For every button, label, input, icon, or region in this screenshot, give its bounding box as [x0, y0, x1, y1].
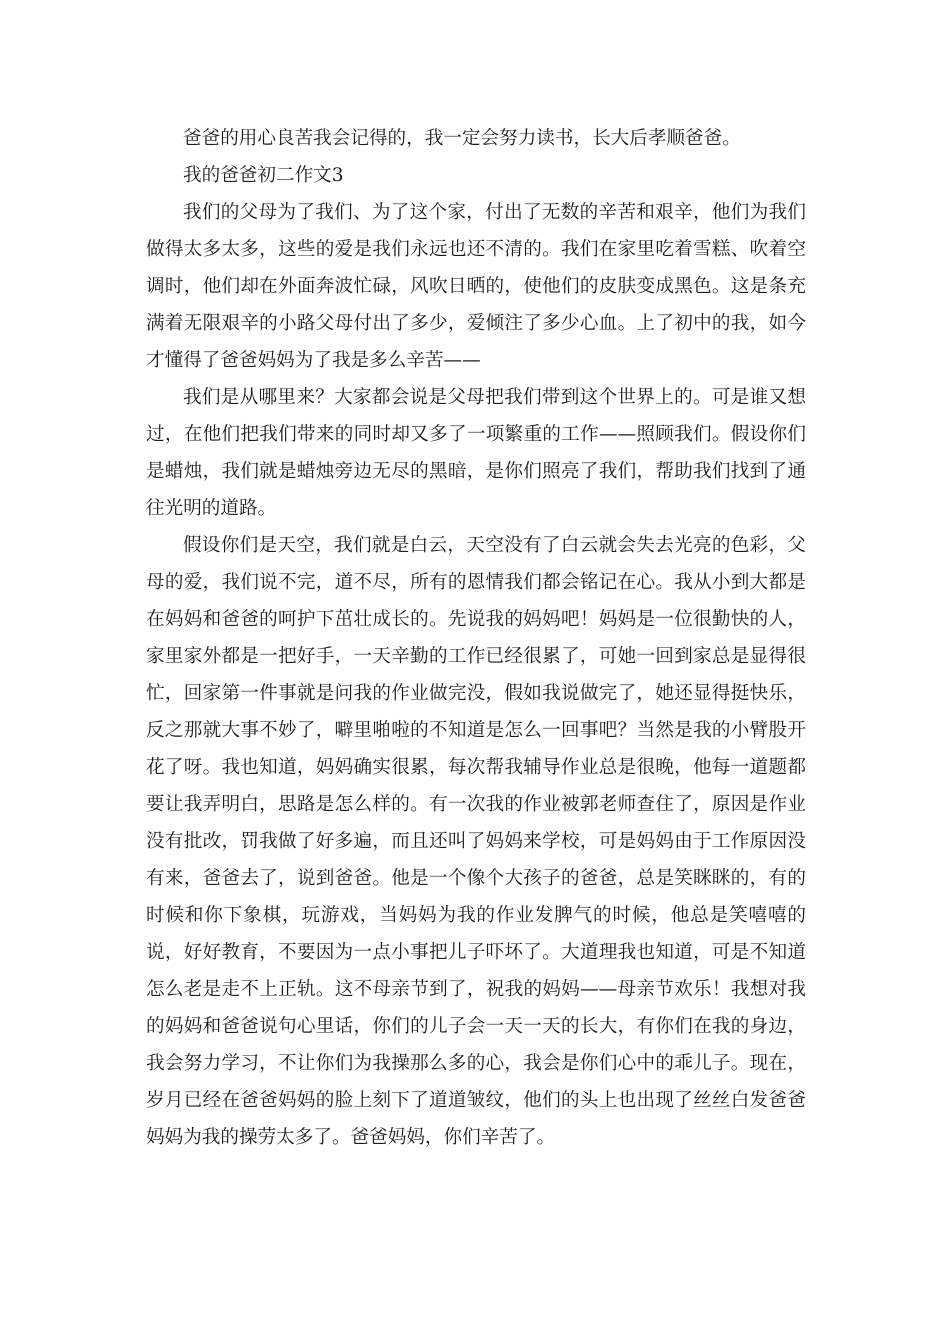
paragraph-2: 我们是从哪里来？大家都会说是父母把我们带到这个世界上的。可是谁又想过，在他们把我们带来的同时却又多了一项繁重的工作——照顾我们。假设你们是蜡烛，我们就是蜡烛旁边无尽的黑暗，是你们照亮了我们，帮助我们找到了通往光明的道路。 — [146, 387, 806, 519]
section-title: 我的爸爸初二作文3 — [183, 165, 344, 186]
paragraph-1: 我们的父母为了我们、为了这个家，付出了无数的辛苦和艰辛，他们为我们做得太多太多，这些的爱是我们永远也还不清的。我们在家里吃着雪糕、吹着空调时，他们却在外面奔波忙碌，风吹日晒的，使他们的皮肤变成黑色。这是条充满着无限艰辛的小路父母付出了多少，爱倾注了多少心血。上了初中的我，如今才懂得了爸爸妈妈为了我是多么辛苦—— — [146, 202, 806, 371]
paragraph-3: 假设你们是天空，我们就是白云，天空没有了白云就会失去光亮的色彩，父母的爱，我们说不完，道不尽，所有的恩情我们都会铭记在心。我从小到大都是在妈妈和爸爸的呵护下茁壮成长的。先说我的妈妈吧！妈妈是一位很勤快的人，家里家外都是一把好手，一天辛勤的工作已经很累了，可她一回到家总是显得很忙，回家第一件事就是问我的作业做完没，假如我说做完了，她还显得挺快乐，反之那就大事不妙了，噼里啪啦的不知道是怎么一回事吧？当然是我的小臂股开花了呀。我也知道，妈妈确实很累，每次帮我辅导作业总是很晚，他每一道题都要让我弄明白，思路是怎么样的。有一次我的作业被郭老师查住了，原因是作业没有批改，罚我做了好多遍，而且还叫了妈妈来学校，可是妈妈由于工作原因没有来，爸爸去了，说到爸爸。他是一个像个大孩子的爸爸，总是笑眯眯的，有的时候和你下象棋，玩游戏，当妈妈为我的作业发脾气的时候，他总是笑嘻嘻的说，好好教育，不要因为一点小事把儿子吓坏了。大道理我也知道，可是不知道怎么老是走不上正轨。这不母亲节到了，祝我的妈妈——母亲节欢乐！我想对我的妈妈和爸爸说句心里话，你们的儿子会一天一天的长大，有你们在我的身边，我会努力学习，不让你们为我操那么多的心，我会是你们心中的乖儿子。现在，岁月已经在爸爸妈妈的脸上刻下了道道皱纹，他们的头上也出现了丝丝白发爸爸妈妈为我的操劳太多了。爸爸妈妈，你们辛苦了。 — [146, 535, 806, 1148]
intro-line: 爸爸的用心良苦我会记得的，我一定会努力读书，长大后孝顺爸爸。 — [183, 128, 741, 149]
document-body — [146, 120, 806, 1156]
